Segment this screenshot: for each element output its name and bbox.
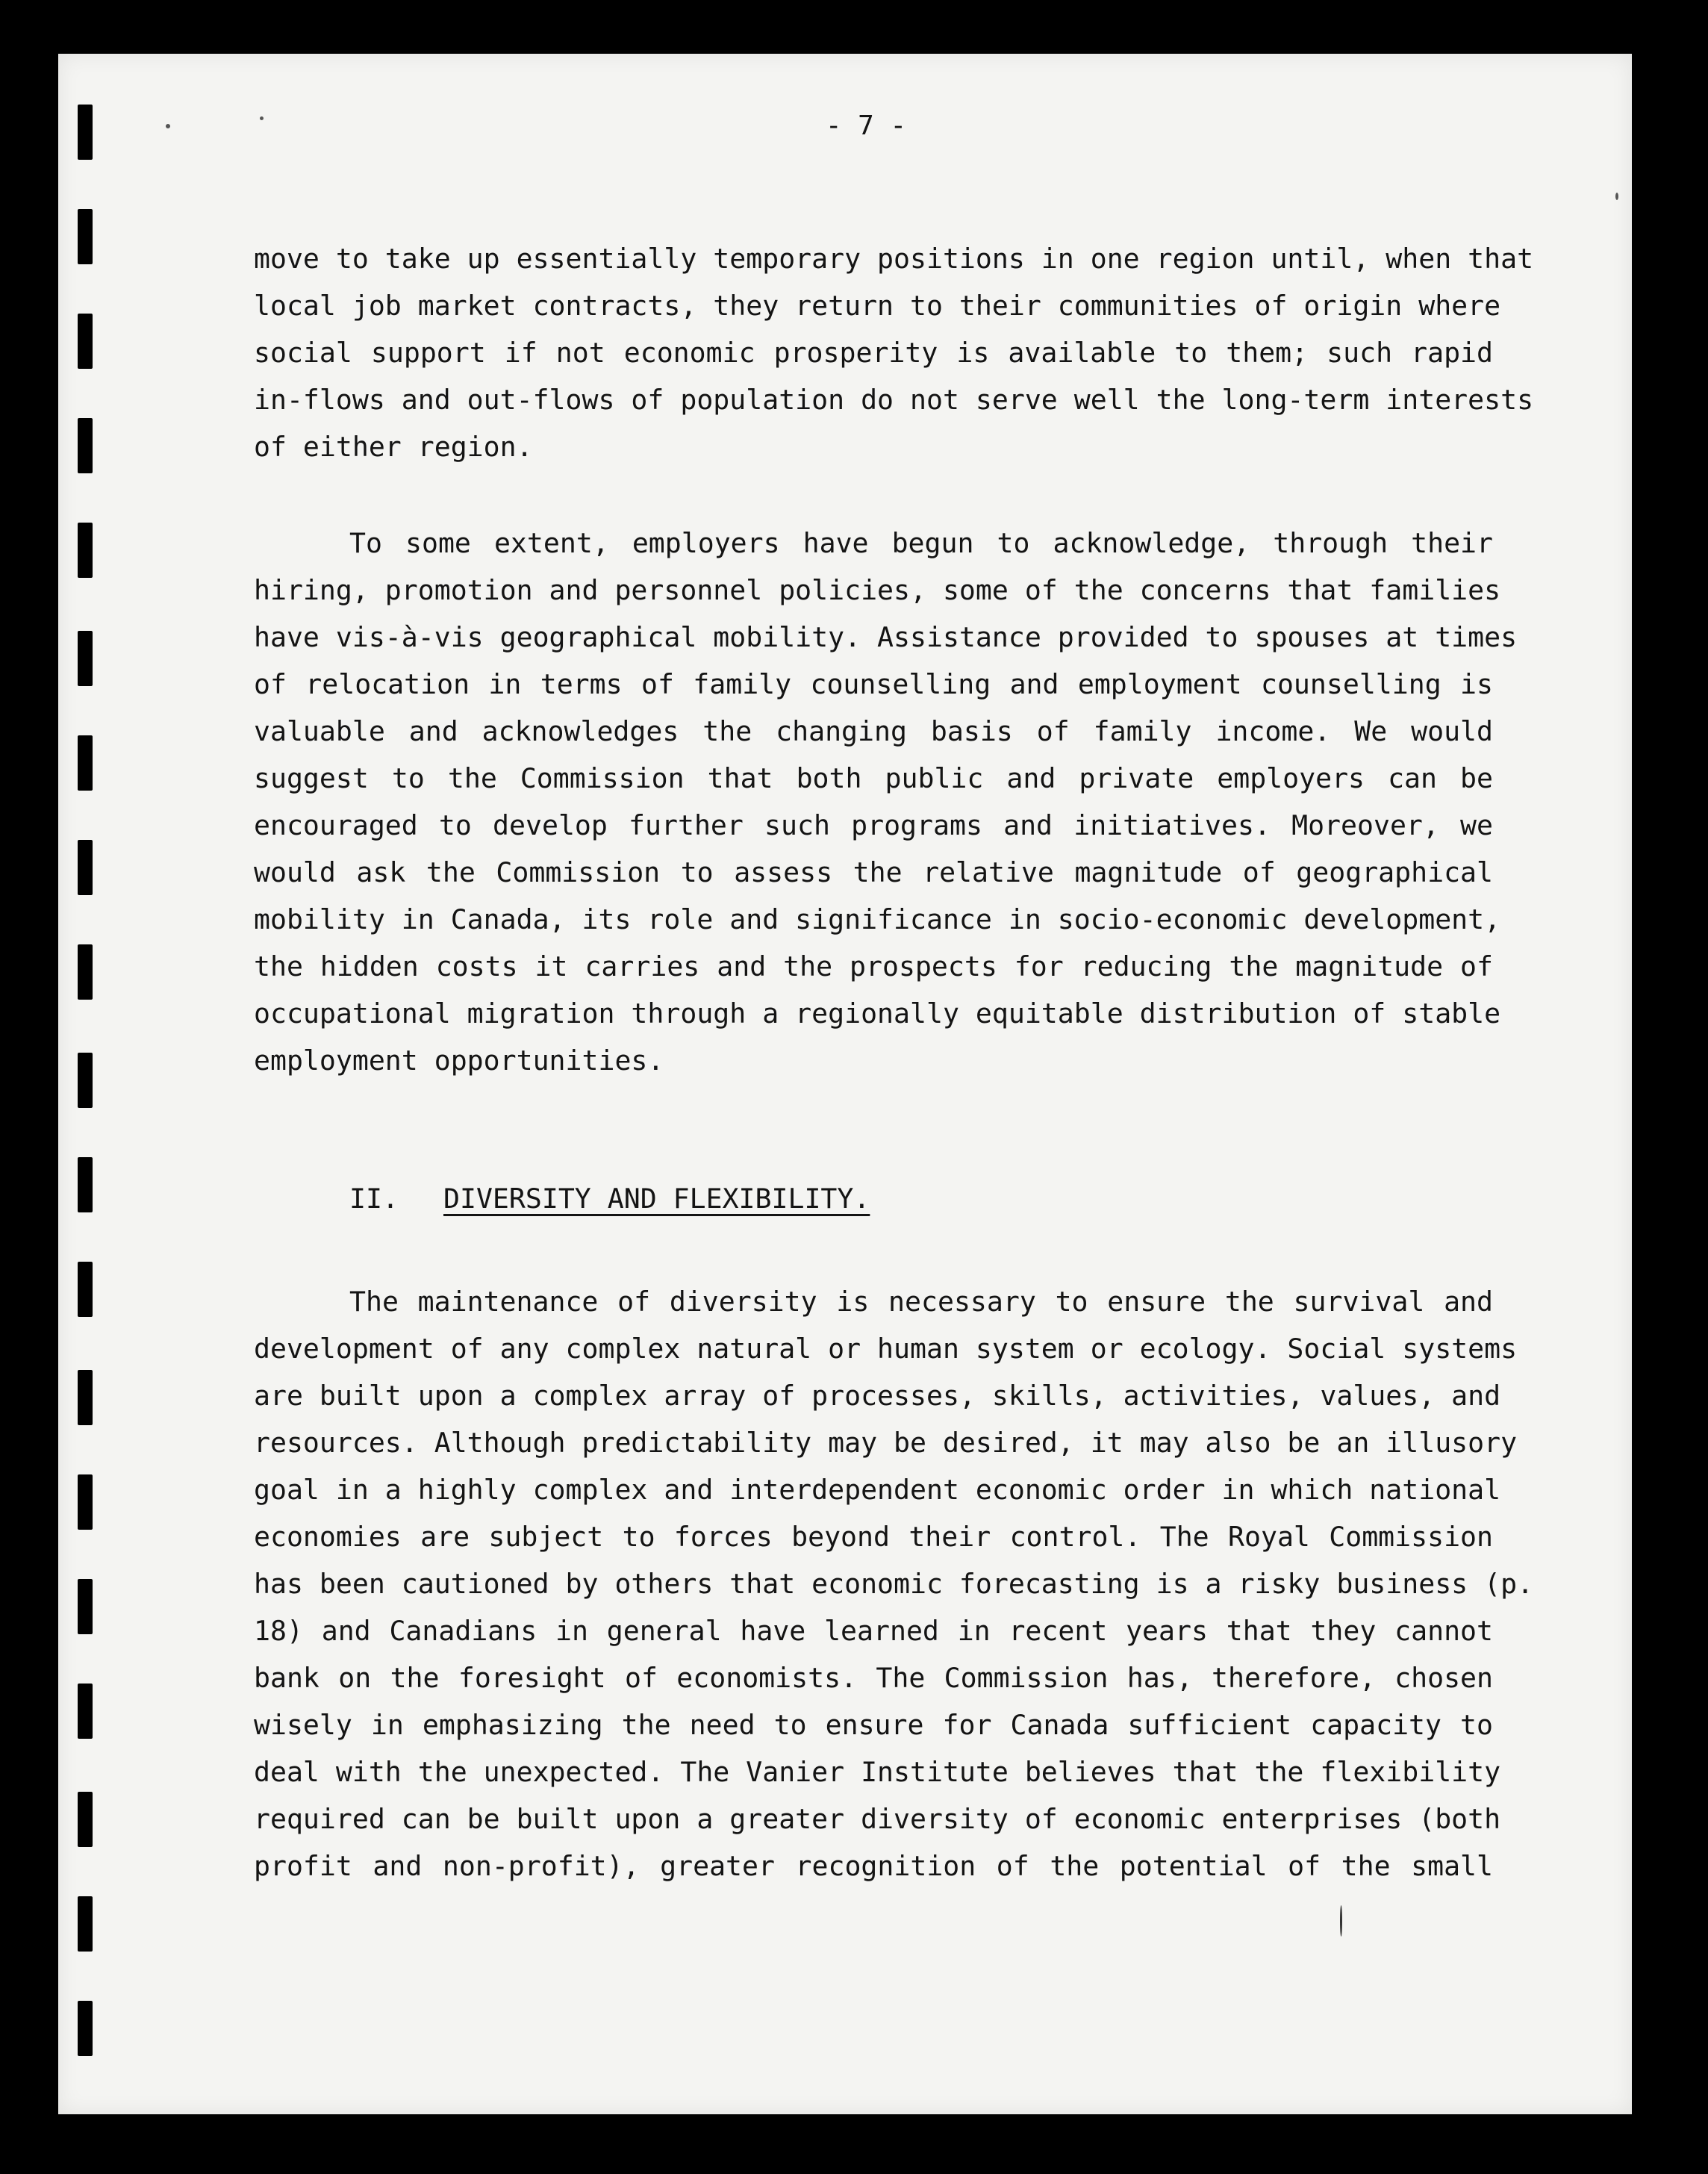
- scan-speck: [1615, 193, 1618, 200]
- text-line: would ask the Commission to assess the relative magnitude of geographical: [254, 856, 1493, 888]
- text-line: resources. Although predictability may be desired, it may also be an illusory: [254, 1427, 1518, 1459]
- text-line: have vis-à-vis geographical mobility. Assistance provided to spouses at times: [254, 621, 1518, 653]
- text-line: 18) and Canadians in general have learned in recent years that they cannot: [254, 1615, 1493, 1647]
- text-line: required can be built upon a greater diversity of economic enterprises (both: [254, 1803, 1501, 1835]
- scan-border-right: [1632, 54, 1708, 2174]
- scan-speck: [1340, 1905, 1342, 1937]
- punch-hole: [78, 735, 93, 791]
- punch-hole: [78, 2001, 93, 2056]
- paragraph-3: [254, 1278, 1534, 1890]
- punch-hole: [78, 1792, 93, 1847]
- punch-hole: [78, 1370, 93, 1425]
- text-line: mobility in Canada, its role and significance in socio-economic development,: [254, 903, 1501, 935]
- text-line: To some extent, employers have begun to acknowledge, through their: [349, 527, 1493, 559]
- punch-hole: [78, 1684, 93, 1739]
- section-title: DIVERSITY AND FLEXIBILITY.: [443, 1183, 870, 1215]
- text-line: encouraged to develop further such programs and initiatives. Moreover, we: [254, 809, 1493, 841]
- scan-border-bottom: [0, 2114, 1708, 2174]
- scan-speck: [260, 116, 264, 120]
- paragraph-2: [254, 520, 1518, 1084]
- text-line: occupational migration through a regionally equitable distribution of stable: [254, 997, 1501, 1030]
- punch-hole: [78, 631, 93, 686]
- punch-hole: [78, 314, 93, 369]
- text-line: suggest to the Commission that both public and private employers can be: [254, 762, 1493, 794]
- text-line: wisely in emphasizing the need to ensure for Canada sufficient capacity to: [254, 1709, 1493, 1741]
- text-line: of relocation in terms of family counselling and employment counselling is: [254, 668, 1493, 700]
- text-line: local job market contracts, they return to their communities of origin where: [254, 290, 1501, 322]
- page-number: - 7 -: [825, 110, 907, 141]
- text-line: development of any complex natural or human system or ecology. Social systems: [254, 1333, 1518, 1365]
- text-line: are built upon a complex array of processes, skills, activities, values, and: [254, 1380, 1501, 1412]
- punch-hole: [78, 1474, 93, 1530]
- punch-hole: [78, 1053, 93, 1108]
- text-line: goal in a highly complex and interdependent economic order in which national: [254, 1474, 1501, 1506]
- section-heading: [349, 1183, 870, 1215]
- punch-hole: [78, 1157, 93, 1212]
- text-line: employment opportunities.: [254, 1044, 664, 1077]
- punch-hole: [78, 523, 93, 578]
- punch-hole: [78, 105, 93, 160]
- section-number: II.: [349, 1183, 399, 1215]
- punch-hole: [78, 209, 93, 264]
- punch-hole: [78, 1579, 93, 1634]
- punch-hole: [78, 1896, 93, 1952]
- text-line: the hidden costs it carries and the prospects for reducing the magnitude of: [254, 950, 1493, 982]
- punch-hole: [78, 1262, 93, 1317]
- text-line: deal with the unexpected. The Vanier Institute believes that the flexibility: [254, 1756, 1501, 1788]
- text-line: in-flows and out-flows of population do not serve well the long-term interests: [254, 384, 1534, 416]
- paragraph-1: [254, 235, 1534, 470]
- text-line: move to take up essentially temporary positions in one region until, when that: [254, 243, 1534, 275]
- punch-hole: [78, 944, 93, 1000]
- punch-hole: [78, 418, 93, 473]
- text-line: bank on the foresight of economists. The Commission has, therefore, chosen: [254, 1662, 1493, 1694]
- text-line: has been cautioned by others that economic forecasting is a risky business (p.: [254, 1568, 1534, 1600]
- text-line: of either region.: [254, 431, 533, 463]
- text-line: valuable and acknowledges the changing basis of family income. We would: [254, 715, 1493, 747]
- text-line: profit and non-profit), greater recognition of the potential of the small: [254, 1850, 1493, 1882]
- text-line: economies are subject to forces beyond their control. The Royal Commission: [254, 1521, 1493, 1553]
- text-line: hiring, promotion and personnel policies, some of the concerns that families: [254, 574, 1501, 606]
- scan-speck: [166, 124, 170, 128]
- punch-hole: [78, 840, 93, 895]
- text-line: The maintenance of diversity is necessary to ensure the survival and: [349, 1286, 1493, 1318]
- text-line: social support if not economic prosperity is available to them; such rapid: [254, 337, 1493, 369]
